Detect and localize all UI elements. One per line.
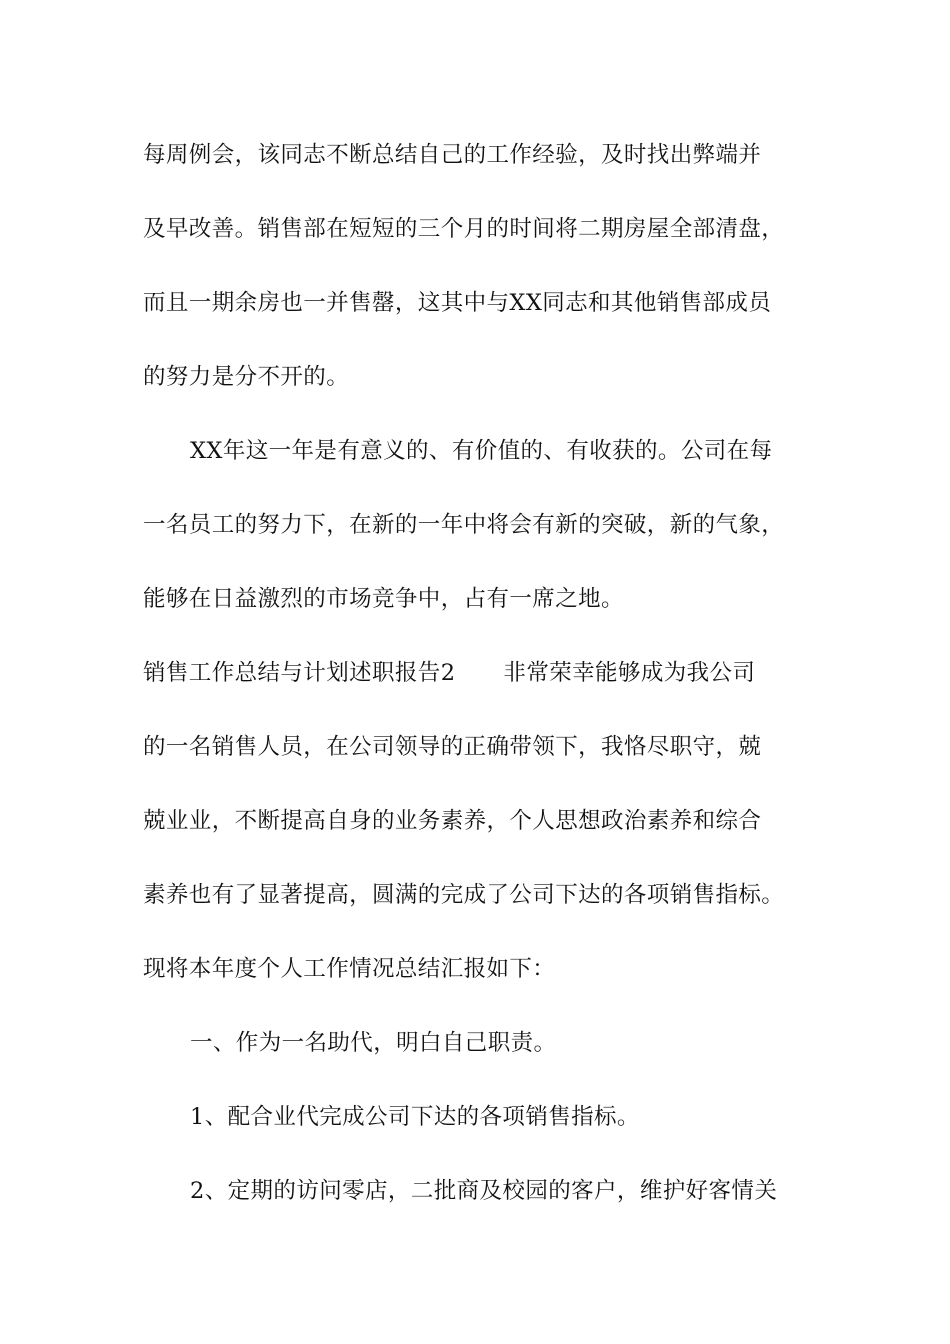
body-text-line: 的努力是分不开的。 bbox=[143, 364, 350, 390]
body-text-line: 素养也有了显著提高，圆满的完成了公司下达的各项销售指标。 bbox=[143, 882, 785, 908]
body-text-line: 每周例会，该同志不断总结自己的工作经验，及时找出弊端并 bbox=[143, 142, 762, 168]
body-text-line: 能够在日益激烈的市场竞争中，占有一席之地。 bbox=[143, 586, 624, 612]
body-text-line: 而且一期余房也一并售罄，这其中与XX同志和其他销售部成员 bbox=[143, 290, 772, 316]
section-heading-line bbox=[143, 653, 755, 693]
body-text-line: 及早改善。销售部在短短的三个月的时间将二期房屋全部清盘， bbox=[143, 216, 785, 242]
body-text-line: 兢业业，不断提高自身的业务素养，个人思想政治素养和综合 bbox=[143, 808, 762, 834]
body-text-line: 一名员工的努力下，在新的一年中将会有新的突破，新的气象， bbox=[143, 512, 785, 538]
list-item: 1、配合业代完成公司下达的各项销售指标。 bbox=[190, 1104, 640, 1130]
body-text-line: 现将本年度个人工作情况总结汇报如下： bbox=[143, 956, 556, 982]
body-text-line: XX年这一年是有意义的、有价值的、有收获的。公司在每 bbox=[190, 438, 773, 464]
body-text-line: 的一名销售人员，在公司领导的正确带领下，我恪尽职守，兢 bbox=[143, 734, 762, 760]
list-item: 2、定期的访问零店，二批商及校园的客户，维护好客情关 bbox=[190, 1178, 778, 1204]
section-intro-text: 非常荣幸能够成为我公司 bbox=[503, 660, 756, 686]
subheading-line: 一、作为一名助代，明白自己职责。 bbox=[190, 1030, 557, 1056]
section-title: 销售工作总结与计划述职报告2 bbox=[143, 660, 456, 686]
